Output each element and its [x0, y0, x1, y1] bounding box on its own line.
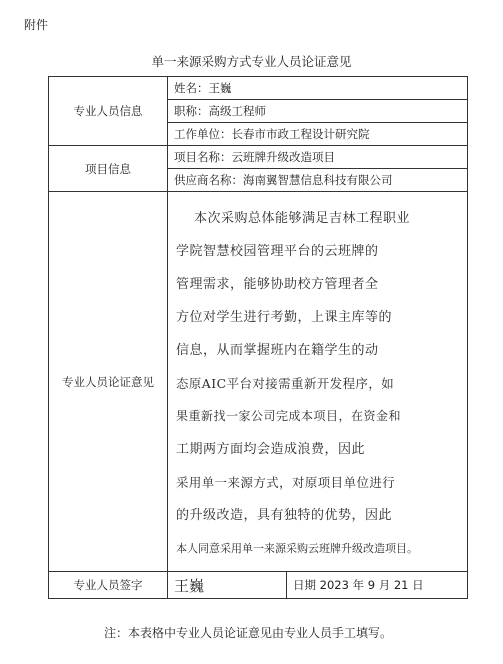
expert-name-row [168, 77, 468, 100]
opinion-line: 工期两方面均会造成浪费，因此 [176, 442, 366, 457]
expert-title-value: 高级工程师 [208, 104, 266, 118]
expert-name-key: 姓名： [174, 81, 209, 95]
expert-info-label: 专业人员信息 [49, 77, 168, 146]
expert-employer-row [168, 123, 468, 146]
opinion-form-table [48, 76, 468, 599]
expert-name-value: 王巍 [208, 81, 232, 95]
opinion-line: 果重新找一家公司完成本项目，在资金和 [176, 409, 402, 423]
opinion-line: 本人同意采用单一来源采购云班牌升级改造项目。 [176, 542, 418, 555]
expert-employer-value: 长春市市政工程设计研究院 [231, 127, 370, 141]
opinion-line: 学院智慧校园管理平台的云班牌的 [176, 244, 379, 259]
supplier-name-key: 供应商名称： [174, 173, 243, 187]
opinion-line: 采用单一来源方式，对原项目单位进行 [176, 475, 396, 490]
opinion-line: 的升级改造，具有独特的优势，因此 [176, 508, 393, 523]
expert-title-row [168, 100, 468, 123]
signature-cell [168, 572, 287, 599]
expert-title-key: 职称： [174, 104, 209, 118]
project-name-value: 云班牌升级改造项目 [231, 150, 335, 164]
document-title: 单一来源采购方式专业人员论证意见 [151, 54, 352, 69]
signature-label: 专业人员签字 [49, 572, 168, 599]
project-info-label: 项目信息 [49, 146, 168, 192]
supplier-name-row [168, 169, 468, 192]
opinion-label: 专业人员论证意见 [49, 192, 168, 572]
project-name-key: 项目名称： [174, 150, 232, 164]
expert-employer-key: 工作单位： [174, 127, 232, 141]
handwritten-signature: 王巍 [174, 576, 205, 595]
opinion-line: 态原AIC平台对接需重新开发程序，如 [176, 376, 395, 391]
signature-date: 日期 2023 年 9 月 21 日 [287, 572, 468, 599]
opinion-line: 管理需求，能够协助校方管理者全 [176, 277, 379, 292]
project-name-row [168, 146, 468, 169]
supplier-name-value: 海南翼智慧信息科技有限公司 [243, 173, 393, 187]
footnote: 注：本表格中专业人员论证意见由专业人员手工填写。 [104, 626, 393, 640]
attachment-label: 附件 [24, 18, 49, 32]
opinion-handwritten-text [168, 192, 468, 572]
opinion-line: 方位对学生进行考勤，上课主库等的 [176, 310, 393, 325]
opinion-line: 本次采购总体能够满足吉林工程职业 [194, 211, 411, 226]
opinion-line: 信息，从而掌握班内在籍学生的动 [176, 343, 379, 358]
